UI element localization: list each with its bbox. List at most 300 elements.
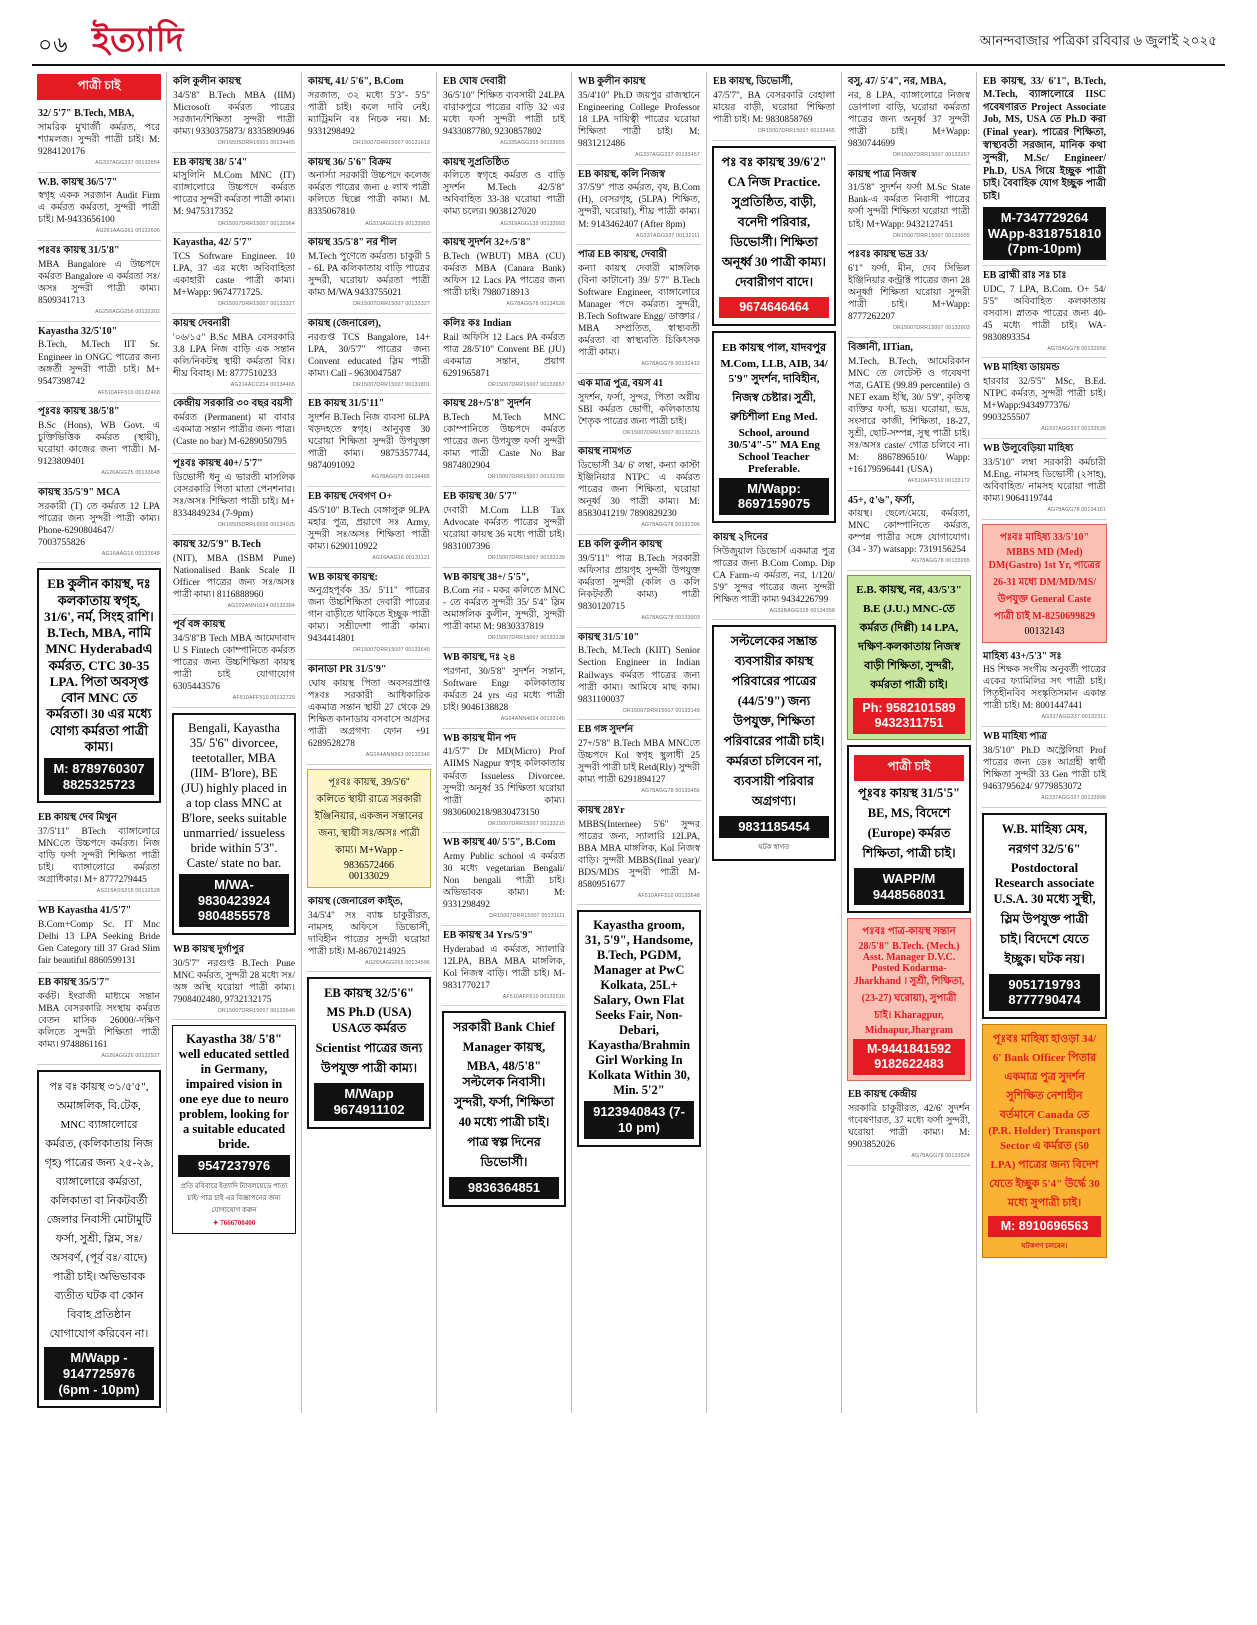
classified-ad[interactable] bbox=[442, 926, 566, 1007]
ad-body: 37/5'11" BTech ব্যাঙ্গালোরে MNCতে উচ্চপদে কর্মরত। নিজ বাড়ি ফর্সা সুন্দরী শিক্ষিতা পাত্রী চাই। ব্যাঙ্গালোরে কর্মরতা অগ্রাধিকার। M+ 8777279445 bbox=[38, 827, 160, 886]
ad-reference: AG319AGG139 00133993 bbox=[365, 220, 430, 227]
classified-ad[interactable] bbox=[172, 535, 296, 616]
ad-phone[interactable]: M/Wapp 9674911102 bbox=[314, 1083, 424, 1120]
ad-reference: AG337AGG337 00132311 bbox=[1041, 714, 1106, 721]
ad-reference: DR15007DRR15007 00133215 bbox=[488, 820, 565, 827]
ad-headline: WB উলুবেড়িয়া মাহিষ্য bbox=[983, 442, 1074, 454]
classified-ad[interactable] bbox=[577, 442, 701, 535]
ad-headline: WB কায়স্থ, দঃ ২৪ bbox=[443, 652, 516, 664]
ad-reference: AG16AAG16 00133648 bbox=[101, 550, 160, 557]
ad-body: EB কুলীন কায়স্থ, দঃ কলকাতায় স্বগৃহ, 31/6', নর্ম, সিংহ রাশি। B.Tech, MBA, নামি MNC Hyderabadএ কর্মরত, CTC 30-35 LPA. পিতা অবসৃপ্ত বোন MNC তে কর্মরতা। 30 এর মধ্যে যোগ্য কর্মরতা পাত্রী কাম্য। bbox=[44, 576, 154, 754]
ad-reference: DR15007DRR15007 00133327 bbox=[353, 301, 430, 308]
ad-body: MBA Bangalore এ উচ্চপদে কর্মরত Bangalore এ কর্মরতা সঃ/অসঃ সুন্দরী পাত্রী কাম্য। 8509341713 bbox=[38, 259, 160, 306]
ad-body: MBBS(Internee) 5'6" সুন্দর পাত্রের জন্য, স্যালারি 12LPA, BBA MBA মাঙ্গলিক, Kol নিজস্ব বাড়ি। সুন্দরী MBBS(final year)/ BDS/MDS সুন্দরী পাত্রী M-8580951677 bbox=[578, 819, 700, 890]
ad-phone[interactable]: M/WA- 9830423924 9804855578 bbox=[179, 874, 289, 927]
classified-ad[interactable] bbox=[172, 394, 296, 454]
ad-body: 34/5'4" সঃ ব্যাঙ্ক চাকুরীরত, নামসহ অফিসে ডিভোর্সী, দাবিহীন পাত্রের সুন্দরী ঘরোয়া পাত্রী চাই। M-8670214925 bbox=[308, 910, 430, 957]
ad-body: Bengali, Kayastha 35/ 5'6" divorcee, teetotaller, MBA (IIM- B'lore), BE (JU) highly placed in a top class MNC at B'lore, seeks suitable unmarried/ issueless bride within 5'3". Caste/ state no bar. bbox=[181, 720, 287, 870]
ad-body: সরজাত, ৩২ মধ্যে 5'3"- 5'5" পাত্রী চাই। কলে দাবি নেই। ম্যাট্রিমনি বঃ নিচক নয়। M: 9331298492 bbox=[308, 90, 430, 137]
ad-phone[interactable]: 9547237976 bbox=[178, 1155, 290, 1177]
ad-body: সরকারি চাকুরীরত, 42/6' সুদর্শন গবেষণারত, 37 মধ্যে ফর্সা সুন্দরী, ঘরোয়া পাত্রী কাম্য। M: 9903852026 bbox=[848, 1104, 970, 1151]
featured-ad[interactable] bbox=[172, 1025, 296, 1234]
ad-body: পঃ বঃ কায়স্থ 39/6'2" CA নিজ Practice. সুপ্রতিষ্ঠিত, বাড়ী, বনেদী পরিবার, ডিভোর্সী। শিক্ষিতা অনূর্ধ্ব 30 পাত্রী কাম্য। দেবারীগণ বাদে। bbox=[721, 154, 827, 289]
featured-ad[interactable] bbox=[847, 745, 971, 913]
ad-phone[interactable]: M: 8910696563 bbox=[988, 1216, 1101, 1237]
ad-reference: AG102ANN1024 00132384 bbox=[227, 602, 295, 609]
classified-ad[interactable] bbox=[847, 491, 971, 572]
ad-body: 34/5'8" B.Tech MBA (IIM) Microsoft কর্মরত পাত্রের সরজান/শিক্ষিতা সুন্দরী পাত্রী কাম্য। 9330375873/ 8335890946 bbox=[173, 90, 295, 137]
ad-body: E.B. কায়স্থ, নর, 43/5'3" B.E (J.U.) MNC-তে কর্মরত (দিল্লী) 14 LPA, দক্ষিণ-কলকাতায় নিজস্ব বাড়ী শিক্ষিতা, সুন্দরী, কর্মরতা পাত্রী চাই। bbox=[856, 584, 962, 692]
ad-headline: কায়স্থ 35/5'9" MCA bbox=[38, 486, 121, 498]
ad-reference: AG78AGG78 00133456 bbox=[641, 788, 700, 795]
ad-headline: কায়স্থ দেবনারী bbox=[173, 317, 231, 329]
ad-reference: DR15007DRR15007 00133646 bbox=[218, 1007, 295, 1014]
classified-ad[interactable] bbox=[37, 241, 161, 322]
ad-reference: DR15007DRR15007 00131613 bbox=[353, 139, 430, 146]
classified-ad[interactable] bbox=[577, 535, 701, 628]
ad-headline: EB কায়স্থ 30/ 5'7" bbox=[443, 490, 518, 502]
ad-phone[interactable]: 9123940843 (7-10 pm) bbox=[584, 1101, 694, 1138]
ad-reference: AG78AGG78 00134526 bbox=[506, 301, 565, 308]
featured-ad[interactable] bbox=[37, 568, 161, 803]
ad-body: ঘোষ কায়স্থ পিতা অবসরপ্রাপ্ত পঃবঃ সরকারী আধিকারিক একমাত্র সন্তান স্থায়ী 27 থেকে 29 শিক্ষিত কানাডায় বসবাসে অগ্রসর পাত্রী অগ্রগণ্য ফোন +91 6289528278 bbox=[308, 678, 430, 750]
classified-ad[interactable] bbox=[172, 233, 296, 314]
ad-headline: EB কায়স্থ, কলি নিজস্ব bbox=[578, 168, 665, 180]
classified-ad[interactable] bbox=[307, 314, 431, 395]
ad-footer-note: প্রতি রবিবারে ইত্যাদি ট্যাবলয়েডে পাতা চাই/ পাত্র চাই এর বিজ্ঞাপনের জন্য যোগাযোগ করুন bbox=[180, 1181, 288, 1214]
ad-body: W.B. মাহিষ্য মেষ, নরগণ 32/5'6" Postdoctoral Research associate U.S.A. 30 মধ্যে সুস্থী, স্লিম উপযুক্ত পাত্রী চাই। বিদেশে যেতে ইচ্ছুক। ঘটক নয়। bbox=[993, 821, 1096, 966]
ad-reference: AG265AGG265 00134596 bbox=[365, 959, 430, 966]
classified-ad[interactable] bbox=[37, 173, 161, 242]
ad-headline: WB কায়স্থ 38+/ 5'5", bbox=[443, 571, 529, 583]
ad-headline: কায়স্থ সুপ্রতিষ্ঠিত bbox=[443, 156, 510, 168]
ad-headline: পূর্ব বঙ্গ কায়স্থ bbox=[173, 619, 225, 631]
classified-ad[interactable] bbox=[577, 72, 701, 165]
ad-reference: AG335AGG335 00133655 bbox=[500, 139, 565, 146]
ad-reference: AG256AGG256 00132302 bbox=[95, 309, 160, 316]
ad-body: 27+/5'8" B.Tech MBA MNCতে উচ্চপদে Kol স্বগৃহ স্থুলাধী 25 সুন্দরী পাত্রী চাই Retd(Rly) সুন্দরী কাম্য পাত্রী 6291894127 bbox=[578, 739, 700, 786]
ad-reference: DR15007DRR15007 00133327 bbox=[218, 301, 295, 308]
ad-reference: AG26AGG26 00132527 bbox=[101, 1052, 160, 1059]
ad-headline: EB কলি কুলীন কায়স্থ bbox=[578, 539, 662, 551]
ad-headline: কায়স্থ 28+/5'8" সুদর্শন bbox=[443, 398, 531, 410]
classified-ad[interactable] bbox=[442, 394, 566, 487]
ad-body: B.Sc (Hons), WB Govt. এ চুক্তিভিত্তিক কর্মরত (স্থায়ী), ঘরোয়া কাজের জন্য পাত্রী। M- 9123809401 bbox=[38, 421, 160, 468]
ad-body: কর্মরত (Permanent) মা বাবার একমাত্র সন্তান পাত্রীর জন্য পাত্র। (Caste no bar) M-6289050795 bbox=[173, 413, 295, 448]
classified-ad[interactable] bbox=[307, 487, 431, 568]
column-2 bbox=[167, 72, 302, 1413]
classified-ad[interactable] bbox=[847, 338, 971, 491]
ad-body: B.Tech, M.Tech IIT Sr. Engineer in ONGC পাত্রের জন্য অঙ্গর্তী সুন্দরী পাত্রী চাই। M+ 9547398742 bbox=[38, 340, 160, 387]
featured-ad-pink[interactable] bbox=[982, 524, 1107, 643]
ad-reference: DR15007DRR15007 00133645 bbox=[353, 647, 430, 654]
ad-reference: DR15007DRR15007 00131111 bbox=[489, 913, 565, 920]
classified-ad[interactable] bbox=[577, 720, 701, 801]
ad-reference: DR15007DRR15007 00133215 bbox=[623, 429, 700, 436]
classified-ad[interactable] bbox=[577, 628, 701, 721]
classified-ad[interactable] bbox=[442, 487, 566, 568]
page-title: ইত্যাদি bbox=[92, 22, 185, 59]
ad-phone[interactable]: 9674646464 bbox=[719, 297, 829, 318]
classified-ad[interactable] bbox=[847, 165, 971, 246]
ad-headline: কায়স্থ 35/5'8" নর শীল bbox=[308, 237, 397, 249]
ad-body: দেবারী M.Com LLB Tax Advocate কর্মরত পাত্রের সুন্দরী ঘরোয়া কায়স্থ 36 মধ্যে পাত্রী চাই। 9831007396 bbox=[443, 505, 565, 552]
classified-ad[interactable] bbox=[37, 973, 161, 1066]
classified-columns bbox=[0, 66, 1257, 1421]
classified-ad[interactable] bbox=[172, 940, 296, 1021]
ad-phone[interactable]: M/Wapp - 9147725976 (6pm - 10pm) bbox=[44, 1347, 154, 1400]
ad-body: পঃ বঃ কায়স্থ ৩১/৫'৫", অমাঙ্গলিক, বি.টেক, MNC ব্যাঙ্গালোরে কর্মরত, (কলিকাতায় নিজ গৃহ) পাত্রের জন্য ২৫-২৯, ব্যাঙ্গালোরে কর্মরতা, কলিকাতা বা নিকটবর্তী জেলার নিবাসী মোটামুটি ফর্সা, সুশ্রী, স্লিম, সঃ/অসবর্ণ, (পূর্ব বঃ/ বাদে) পাত্রী চাই। অভিভাবক ব্যতীত ঘটক বা কোন বিবাহ প্রতিষ্ঠান যোগাযোগ করিবেন না। bbox=[44, 1081, 154, 1341]
ad-reference: AG337AGG337 00133999 bbox=[1041, 795, 1106, 802]
ad-headline: কায়স্থ 32/5'9" B.Tech bbox=[173, 538, 261, 550]
ad-body: '০৬/১৫" B.Sc MBA বেসরকারি 3.8 LPA নিজ বাড়ি এক সন্তান কলি/নিকটস্থ স্থায়ী কর্মরতা বিঃ। শীঘ্র বিবাহ। M: 8777510233 bbox=[173, 332, 295, 379]
ad-body: মাসুলিনি M.Com MNC (IT) ব্যাঙ্গালোরে উচ্চপদে কর্মরত পাত্রের সুন্দরী কর্মরতা পাত্রী কাম্য। M: 9475317352 bbox=[173, 171, 295, 218]
ad-reference: AG337AGG337 00133539 bbox=[1041, 426, 1106, 433]
ad-body: B.Tech M.Tech MNC কোম্পানিতে উচ্চপদে কর্মরত পাত্রের জন্য উপযুক্ত ফর্সা সুন্দরী কাম্য পাত্রী Caste No Bar 9874802904 bbox=[443, 413, 565, 472]
ad-headline: W.B. কায়স্থ 36/5'7" bbox=[38, 176, 118, 188]
ad-headline: বিজ্ঞানী, IITian, bbox=[848, 341, 913, 353]
ad-body: Army Public school এ কর্মরত 30 মধ্যে vegetarian Bengali/ Non bengali পাত্রী চাই। অভিভাবক কাম্য। M: 9331298492 bbox=[443, 852, 565, 911]
classified-ad[interactable] bbox=[847, 245, 971, 338]
ad-body: 34/5'8"B Tech MBA আমেদাবাদ U S Fintech কোম্পানিতে কর্মরত পাত্রের জন্য উচ্চশিক্ষিতা কায়স্থ পাত্রী চাই যোগাযোগ 6305443576 bbox=[173, 634, 295, 693]
ad-headline: কায়স্থ, 41/ 5'6", B.Com bbox=[308, 76, 404, 87]
ad-body: পঃবঃ মাহিষ্য 33/5'10" MBBS MD (Med) DM(Gastro) 1st Yr, পাত্রের 26-31 মধ্যে DM/MD/MS/ উপযুক্ত General Caste পাত্রী চাই M-8250699829 bbox=[988, 531, 1101, 622]
page-number: ০৬ bbox=[38, 32, 69, 57]
column-5 bbox=[572, 72, 707, 1413]
ad-footer-note: ঘটকগণ চলবেন। bbox=[1021, 1241, 1068, 1250]
ad-reference: AG32BAGG328 00134358 bbox=[769, 607, 835, 614]
ad-headline: EB কায়স্থ 31/5'11" bbox=[308, 398, 385, 410]
ad-reference: AG337AGG337 00132111 bbox=[635, 232, 700, 239]
ad-headline: WB মাহিষ্য পাত্র bbox=[983, 731, 1047, 743]
ad-reference: AF510AFF510 00132729 bbox=[232, 695, 295, 702]
ad-body: 45/5'10" B.Tech বেঙ্গালুরু 9LPA মহার পুত্র, প্রয়াগে সঃ Army, সুন্দরী সঃ/অসঃ শিক্ষিতা পাত্রী কাম্য। 6290110922 bbox=[308, 505, 430, 552]
ad-body: সামরিক মুখার্জী কর্মরত, পরে শ্যামলজ। সুন্দরী পাত্রী চাই। M: 9284120176 bbox=[38, 122, 160, 157]
ad-reference: DR15007DRR15007 00133149 bbox=[623, 707, 700, 714]
ad-reference: 00133029 bbox=[349, 870, 389, 882]
classified-ad[interactable] bbox=[712, 528, 836, 621]
classified-ad[interactable] bbox=[982, 266, 1107, 359]
ad-headline: কায়স্থ নামগত bbox=[578, 446, 632, 458]
ad-phone[interactable]: Ph: 9582101589 9432311751 bbox=[853, 698, 965, 734]
ad-headline: কায়স্থ (জেনারেল কাই্ত, bbox=[308, 895, 403, 907]
ad-body: HS শিক্ষক সংগীয় অনুবর্তী পাত্রের একের ফ্যামিলির সৎ পাত্রী চাই। পিতৃহীনবিব সংস্কৃতিসমান একান্ত পাত্রী চাই। M: 8001447441 bbox=[983, 665, 1106, 712]
ad-reference: DR15007DRR15007 00133655 bbox=[893, 232, 970, 239]
classified-ad[interactable] bbox=[307, 233, 431, 314]
classified-ad[interactable] bbox=[307, 72, 431, 153]
ad-reference: DR15007DRR15007 00133657 bbox=[488, 381, 565, 388]
column-1 bbox=[32, 72, 167, 1413]
ad-reference: DR15007DRR15007 00133138 bbox=[488, 635, 565, 642]
ad-body: 47/5'7", BA বেসরকারি বেহালা মায়ের বাড়ী, ঘরোয়া শিক্ষিতা পাত্রী চাই। M: 9830858769 bbox=[713, 90, 835, 125]
ad-body: 35/4'10" Ph.D জয়পুর রাজস্থানে Engineering College Professor 18 LPA দায়িত্বী পাত্রের ঘরোয়া শিক্ষিতা পাত্রী চাই। M: 9831212486 bbox=[578, 90, 700, 149]
ad-body: নর, 8 LPA, ব্যাঙ্গালোরে নিজস্ব ডোপালা বাড়ি, ঘরোয়া কর্মরতা পাত্রের জন্য অনূর্ধ্ব 37 সুন্দরী পাত্রী চাই। M+Wapp: 9830744699 bbox=[848, 90, 970, 149]
classified-ad[interactable] bbox=[442, 153, 566, 234]
column-6 bbox=[707, 72, 842, 1413]
ad-reference: DR16505DRR16501 00134465 bbox=[218, 139, 295, 146]
ad-headline: কায়স্থ সুদর্শন 32+/5'8" bbox=[443, 237, 531, 249]
ad-body: 41/5'7" Dr MD(Micro) Prof AIIMS Nagpur স্বগৃহ কলিকাতায় কর্মরত Issueless Divorcee. সুন্দরী অনূর্ধ্ব 35 শিক্ষিতা ঘরোয়া পাত্রী কাম্য। 9830600218/9830473150 bbox=[443, 747, 565, 818]
ad-reference: DR16505DRR16505 00134025 bbox=[218, 522, 295, 529]
masthead bbox=[0, 0, 1257, 64]
ad-body: সরকারী (T) তে কর্মরত 12 LPA পাত্রের জন্য সুন্দরী পাত্রী কাম্য। Phone-6290804647/ 7003755826 bbox=[38, 501, 160, 548]
classified-ad[interactable] bbox=[847, 72, 971, 165]
classified-ad[interactable] bbox=[712, 72, 836, 141]
ad-reference: AF510AFF510 00132468 bbox=[97, 389, 160, 396]
classified-ad[interactable] bbox=[982, 727, 1107, 808]
ad-headline: কানাডা PR 31/5'9" bbox=[308, 664, 387, 676]
ad-body: অনার্স্যা সরকারী উচ্চপদে কলেজ কর্মরত পাত্রের জন্য ৫ লাখ পাত্রী কলিতে ছিল্লে পাত্রী কাম্য। M. 8335067810 bbox=[308, 171, 430, 218]
ad-headline: WB কায়স্থ 40/ 5'5", B.Com bbox=[443, 837, 556, 849]
column-3 bbox=[302, 72, 437, 1413]
ad-headline: WB কুলীন কায়স্থ bbox=[578, 76, 646, 87]
ad-reference: AG78AGG75 00134465 bbox=[371, 474, 430, 481]
ad-headline: কলিঃ কঃ Indian bbox=[443, 317, 512, 329]
ad-body: 30/5'7" নরগুপ্ত B.Tech Pune MNC কর্মরত, সুন্দরী 28 মধ্যে সঃ/অঙ্গ অস্থি ঘরোয়া পাত্রী কাম্য। 7908402480, 9732132175 bbox=[173, 958, 295, 1005]
ad-body: B.Com নর - মকর কলিতে MNC - তে কর্মরত সুন্দরী 35/ 5'4" স্লিম অমাঙ্গলিক কুলীন, সুন্দরী, সুন্দরী পাত্রী কাম্য M: 9830337819 bbox=[443, 586, 565, 633]
classified-ad[interactable] bbox=[442, 648, 566, 729]
ad-headline: 45+, ৫'৬", ফর্সা, bbox=[848, 494, 915, 506]
classified-ad[interactable] bbox=[442, 729, 566, 834]
ad-body: পূঃবঃ মাহিষ্য হাওড়া 34/ 6' Bank Officer পিতার একমাত্র পুত্র সুদর্শন সুশিক্ষিত নেশাহীন বর্তমানে Canada তে (P.R. Holder) Transport Sector এ কর্মরত (50 LPA) পাত্রের জন্য বিদেশ যেতে ইচ্ছুক 5'4" উর্দ্ধে 30 মধ্যে সুপাত্রী চাই। bbox=[988, 1032, 1101, 1209]
ad-body: অনুগ্রহপূর্বক 35/ 5'11" পাত্রের জন্য উচ্চশিক্ষিতা দেবারী পাত্রের গান বাড়ীতে থাকিতে ইচ্ছুক পাত্রী কাম্য। সশ্রীদেশা পাত্রী কাম্য। 9434414801 bbox=[308, 586, 430, 645]
ad-body: ডিভোর্সী 34/ 6' লম্বা, কন্যা কাস্টা ইঞ্জিনিয়ার NTPC এ কর্মরত পাত্রের জন্য শিক্ষিতা, ঘরোয়া অনূর্ধ্ব 30 পাত্রী কাম্য। M: 8583041219/ 7890829230 bbox=[578, 461, 700, 520]
classified-ad[interactable] bbox=[37, 901, 161, 973]
ad-body: UDC, 7 LPA, B.Com. O+ 54/ 5'5" অবিবাহিত কলকাতায় বসবাস। স্নাতক পাত্রের জন্য 40-45 মধ্যে পাত্রী চাই। WA-9830893354 bbox=[983, 284, 1106, 343]
ad-body: সল্টলেকের সম্ভ্রান্ত ব্যবসায়ীর কায়স্থ পরিবারের পাত্রের (44/5'9") জন্য উপযুক্ত, শিক্ষিতা পরিবারের পাত্রী চাই। কর্মরতা চলিবেন না, ব্যবসায়ী পরিবার অগ্রগণ্য। bbox=[723, 634, 825, 809]
ad-body: M.Tech, B.Tech, আমেরিকান MNC তে লেটেস্ট ও গবেষণা পত্র, GATE (99.89 percentile) ও NET exam ইস্থি, 30/ 5'9", কৃতিত্ব ব্যক্তির ফর্সা, ভদ্র। ঘরোয়া, ভদ্র, সংসারে কাজী, শিক্ষিতা, 18-27, সুশ্রী, ছোট-সম্পন্ন, সুস্থ পাত্রী চাই। সঃ/অসঃ caste/ গোত্র চলিবে না। M: 8867896510/ Wapp: +16179596441 (USA) bbox=[848, 356, 970, 475]
ad-headline: EB ব্রাহ্মী রাঃ সঃ চাঃ bbox=[983, 269, 1067, 281]
ad-reference: 00132143 bbox=[1024, 625, 1065, 637]
ad-headline: কায়স্থ 36/ 5'6" বিক্রম bbox=[308, 156, 392, 168]
ad-phone[interactable]: M/Wapp: 8697159075 bbox=[719, 478, 829, 515]
classified-ad[interactable] bbox=[37, 402, 161, 483]
featured-ad[interactable] bbox=[577, 910, 701, 1146]
ad-headline: WB মাহিষ্য ডায়মন্ড bbox=[983, 362, 1060, 374]
ad-reference: AG04ANN4024 00133145 bbox=[500, 716, 565, 722]
featured-ad[interactable] bbox=[712, 625, 836, 861]
ad-reference: AG26AGG25 00133648 bbox=[101, 470, 160, 477]
ad-reference: AG78AGG78 00132658 bbox=[1047, 345, 1106, 352]
ad-body: পঃবঃ পাত্র-কায়স্থ সন্তান 28/5'8" B.Tech. (Mech.) Asst. Manager D.V.C. Posted Kodarma-Jharkhand । সুশ্রী, শিক্ষিতা, (23-27) ঘরোয়া), সুপাত্রী চাই। Kharagpur, Midnapur,Jhargram bbox=[853, 926, 965, 1037]
ad-body: 37/5'9" পাত্র কর্মরত, বৃষ, B.Com (H), বেসরগৃহ, (5LPA) শিক্ষিত, সুন্দরী, ঘরোয়া), শীঘ্র পাত্রী কাম্য। M: 9143462407 (After 8pm) bbox=[578, 183, 700, 230]
ad-headline: কায়স্থ ২দিনের bbox=[713, 531, 769, 543]
ad-body: Kayastha 38/ 5'8" well educated settled in Germany, impaired vision in one eye due to neuro problem, looking for a suitable educated bride. bbox=[178, 1032, 290, 1152]
classified-ad[interactable] bbox=[37, 322, 161, 403]
ad-reference: AF510AFF510 00132516 bbox=[502, 993, 565, 1000]
ad-body: হারবার 32/5'5" MSc, B.Ed. NTPC কর্মরত, সুন্দরী পাত্রী চাই। M+Wapp:9434977376/ 9903255507 bbox=[983, 377, 1106, 424]
ad-headline: WB কায়স্থ মীন পদ bbox=[443, 732, 516, 744]
classified-ad[interactable] bbox=[172, 615, 296, 708]
ad-reference: AF510AFF510 00133172 bbox=[907, 477, 970, 484]
ad-reference: AG78AGG78 00132412 bbox=[641, 361, 700, 368]
classified-ad[interactable] bbox=[442, 72, 566, 153]
ad-body: 31/5'8" সুদর্শন ফর্সা M.Sc State Bank-এ কর্মরত নিবাসী পাত্রের ফর্সা সুন্দরী শিক্ষিতা ঘরোয়া পাত্রী চাই। M+Wapp: 9432127451 bbox=[848, 183, 970, 230]
ad-headline: কায়স্থ 31/5'10" bbox=[578, 631, 640, 643]
featured-ad-pink[interactable] bbox=[847, 918, 971, 1081]
ad-reference: AF510AFF510 00133648 bbox=[637, 892, 700, 899]
classified-ad[interactable] bbox=[37, 483, 161, 564]
classified-ad[interactable] bbox=[442, 314, 566, 395]
ad-headline: 32/ 5'7" B.Tech, MBA, bbox=[38, 108, 135, 119]
ad-headline: কলি কুলীন কায়স্থ bbox=[173, 76, 241, 87]
ad-headline: কেন্দ্রীয় সরকারি ৩০ বছর বয়সী bbox=[173, 398, 293, 410]
ad-reference: DR15007DRR15007 00133465 bbox=[758, 127, 835, 134]
ad-reference: AG78AGG78 00134151 bbox=[1047, 506, 1106, 513]
ad-body: 6'1" ফর্সা, মীন, দেব সিভিল ইঞ্জিনিয়ার কন্ট্রাক্ট পাত্রের জন্য 28 অনূর্ধ্বা শিক্ষিতা ঘরোয়া সুন্দরী পাত্রী চাই। M+Wapp: 8777262207 bbox=[848, 263, 970, 323]
ad-reference: AG78AGG78 00133903 bbox=[641, 615, 700, 621]
column-4 bbox=[437, 72, 572, 1413]
ad-reference: DR15007DRR15007 00132964 bbox=[218, 220, 295, 227]
ad-headline: Kayastha, 42/ 5'7" bbox=[173, 237, 253, 249]
ad-body: সরকারী Bank Chief Manager কায়স্থ, MBA, 48/5'8" সল্টলেক নিবাসী। সুন্দরী, ফর্সা, শিক্ষিতা 40 মধ্যে পাত্রী চাই। পাত্র স্বল্প দিনের ডিভোর্সী। bbox=[453, 1020, 555, 1170]
ad-reference: AG164ANN963 00132346 bbox=[365, 752, 430, 759]
classified-ad[interactable] bbox=[172, 454, 296, 535]
ad-reference: AG319AGG139 00133993 bbox=[500, 220, 565, 227]
ad-headline: পাত্র EB কায়স্থ, দেবারী bbox=[578, 249, 667, 261]
ad-headline: WB কায়স্থ দুর্গাপুর bbox=[173, 943, 245, 955]
classified-ad[interactable] bbox=[37, 104, 161, 173]
ad-body: সুদর্শন B.Tech নিজ ব্যবসা 6LPA খড়দহতে স্বগৃহ। আনুবৃত্ত 30 ঘরোয়া শিক্ষিতা সুন্দরী উপযুক্তা পাত্রী কাম্য। 9875357744, 9874091092 bbox=[308, 413, 430, 472]
classified-ad[interactable] bbox=[847, 1085, 971, 1166]
classified-ad[interactable] bbox=[442, 568, 566, 649]
ad-phone[interactable]: WAPP/M 9448568031 bbox=[854, 868, 964, 905]
classified-ad[interactable] bbox=[577, 374, 701, 443]
ad-reference: DR15007DRR15007 00131801 bbox=[353, 381, 430, 388]
classified-ad[interactable] bbox=[37, 808, 161, 901]
highlighted-ad[interactable] bbox=[307, 769, 431, 888]
classified-ad[interactable] bbox=[442, 833, 566, 926]
classified-ad[interactable] bbox=[982, 358, 1107, 439]
classified-ad[interactable] bbox=[172, 72, 296, 153]
classified-ad[interactable] bbox=[172, 153, 296, 234]
classified-ad[interactable] bbox=[307, 568, 431, 661]
ad-body: কায়স্থ। ছেলে/মেয়ে, কর্মরতা, MNC কোম্পানিতে কর্মরত, কম্পন্ন পাত্রীর সঙ্গে যোগাযোগ। (34 - 37) watsapp: 7319156254 bbox=[848, 509, 970, 556]
ad-reference: DR15007DRR15007 00133257 bbox=[893, 151, 970, 158]
ad-body: কন্যা কায়স্থ দেবারী মাঙ্গলিক (বিনা কাটানো) 39/ 5'7" B.Tech Software Engineer, ব্যাঙ্গালোরে Manager পদে কর্মরত। সুন্দরী, B.Tech Software Engg/ ডাক্তার / MBA সম্প্রতিত, স্বাস্থ্যবতী কর্মরতা বা স্বাস্থ্যবতি চিকিৎসক পাত্রী কাম্য। bbox=[578, 263, 700, 359]
ad-body: কলিতে স্বগৃহে কর্মরত ও বাড়ি সুদর্শন M.Tech 42/5'8" অবিবাহিত 33-38 ঘরোয়া পাত্রী কাম্য চলের। 9038127020 bbox=[443, 171, 565, 218]
ad-body: Hyderabad এ কর্মরত, স্যালারি 12LPA, BBA MBA মাঙ্গলিক, Kol নিজস্ব বাড়ি। পাত্রী চাই। M- 9831770217 bbox=[443, 944, 565, 991]
featured-ad[interactable] bbox=[37, 1070, 161, 1408]
ad-headline: কায়স্থ (জেনারেল), bbox=[308, 317, 381, 329]
featured-ad[interactable] bbox=[307, 977, 431, 1128]
ad-reference: AG78AGG78 00133524 bbox=[911, 1153, 970, 1160]
ad-headline: WB Kayastha 41/5'7" bbox=[38, 904, 132, 916]
classified-ad[interactable] bbox=[307, 892, 431, 973]
ad-reference: DR15007DRR15007 00132392 bbox=[488, 474, 565, 481]
column-7 bbox=[842, 72, 977, 1413]
ad-body: 33/5'10" লম্বা সরকারী কর্মচারী M.Eng. নামসহ ডিভোর্সী (২সাহ), অবিবাহিত/ নামসহ ঘরোয়া পাত্রী কাম্য। 9064119744 bbox=[983, 457, 1106, 504]
ad-body: B.Tech, M.Tech (KIIT) Senior Section Engineer in Indian Railways কর্মরত পাত্রের জন্য পাত্রী কাম্য। আমিষে মাছ কাম। 9831100037 bbox=[578, 646, 700, 705]
classified-ad[interactable] bbox=[307, 153, 431, 234]
ad-body: স্বগৃহ একক সরজান Audit Firm এ কর্মরত কর্মরতা, সুন্দরী পাত্রী চাই। M-9433656100 bbox=[38, 191, 160, 226]
featured-ad[interactable] bbox=[172, 713, 296, 935]
classified-ad[interactable] bbox=[982, 647, 1107, 728]
ad-headline: পূঃবঃ কায়স্থ 40+/ 5'7" bbox=[173, 458, 263, 470]
section-header-patri-chai: পাত্রী চাই bbox=[37, 74, 161, 100]
ad-footer-note: ঘটক স্বাগত bbox=[758, 842, 790, 851]
ad-body: নরগুপ্ত TCS Bangalore, 14+ LPA, 30/5'7" পাত্রের জন্য Convent educated স্লিম পাত্রী কাম্য। Call - 9630047587 bbox=[308, 332, 430, 379]
ad-phone[interactable]: 9831185454 bbox=[719, 816, 829, 838]
ad-reference: AG16AAG16 00131121 bbox=[372, 554, 430, 561]
ad-headline: EB ঘোষ দেবারী bbox=[443, 76, 507, 87]
ad-headline: পূঃবঃ কায়স্থ 38/5'8" bbox=[38, 406, 120, 418]
ad-headline: কায়স্থ পাত্র নিজস্ব bbox=[848, 168, 917, 180]
ad-body: 36/5'10" শিক্ষিত ব্যবসায়ী 24LPA বারাকপুরে পাত্রের বাড়ি 32 এর মধ্যে ফর্সা সুন্দরী পাত্রী চাই 9433087780, 9230857802 bbox=[443, 90, 565, 137]
ad-body: M.Tech পুণেতে কর্মরত। চাকুরী 5 - 6L PA কলিকাতায় বাড়ি পাত্রের সুন্দরী, ঘরোয়া/ কর্মরতা পাত্রী কাম্য M/WA 9433755021 bbox=[308, 251, 430, 299]
ad-phone[interactable]: 9836364851 bbox=[449, 1177, 559, 1199]
masthead-date: আনন্দবাজার পত্রিকা রবিবার ৬ জুলাই ২০২৫ bbox=[979, 33, 1217, 48]
ad-headline: বসু, 47/ 5'4", নর, MBA, bbox=[848, 76, 947, 87]
ad-phone[interactable]: 9051719793 8777790474 bbox=[989, 974, 1100, 1011]
ad-reference: AG78AGG78 00133265 bbox=[911, 558, 970, 565]
ad-reference: DR15007DRR15007 00133903 bbox=[893, 325, 970, 332]
ad-body: (NIT), MBA (ISBM Pune) Nationalised Bank Scale II Officer পাত্রের জন্য সঃ/অসঃ পাত্রী কাম্য। 8116888960 bbox=[173, 553, 295, 600]
classified-ad[interactable] bbox=[982, 439, 1107, 520]
ad-phone[interactable]: M-7347729264 WApp-8318751810 (7pm-10pm) bbox=[983, 207, 1106, 260]
ad-reference: AG261AAG261 00132696 bbox=[95, 228, 160, 235]
classified-ad[interactable] bbox=[577, 801, 701, 906]
featured-ad[interactable] bbox=[982, 813, 1107, 1019]
classified-ad[interactable] bbox=[442, 233, 566, 314]
classified-ad[interactable] bbox=[307, 660, 431, 765]
featured-ad[interactable] bbox=[442, 1011, 566, 1207]
ad-phone[interactable]: M: 8789760307 8825325723 bbox=[44, 758, 154, 795]
ad-contact-note: ✦ 7666700400 bbox=[212, 1218, 256, 1227]
ad-headline: পঃবঃ কায়স্থ ভদ্র 33/ bbox=[848, 249, 928, 261]
ad-section-label: পাত্রী চাই bbox=[854, 755, 964, 781]
ad-body: ডিভোর্সী ধনু এ ভারতী মাসলিক বেসরকারি পিতা মাতা পেনশনার। সঃ/অসঃ শিক্ষিতা পাত্রী চাই। M+ 8334849234 (7-9pm) bbox=[173, 473, 295, 520]
ad-body: 38/5'10" Ph.D অস্ট্রেলিয়া Prof পাত্রের জন্য ডেঃ আগ্রহী স্বার্থী শিক্ষিতা সুন্দরী 33 Gen পাত্রী চাই 9463795624/ 9779853072 bbox=[983, 745, 1106, 792]
ad-headline: এক মাত্র পুত্র, বয়স 41 bbox=[578, 377, 664, 389]
ad-headline: Kayastha 32/5'10" bbox=[38, 325, 118, 337]
ad-body: EB কায়স্থ 32/5'6" MS Ph.D (USA) USAতে কর্মরত Scientist পাত্রের জন্য উপযুক্ত পাত্রী কাম্য। bbox=[315, 986, 423, 1076]
ad-reference: AG337AGG337 00132654 bbox=[95, 159, 160, 166]
column-8 bbox=[977, 72, 1112, 1413]
ad-headline: পঃবঃ কায়স্থ 31/5'8" bbox=[38, 245, 120, 257]
ad-phone[interactable]: M-9441841592 9182622483 bbox=[853, 1039, 965, 1075]
ad-headline: EB কায়স্থ 34 Yrs/5'9" bbox=[443, 929, 533, 941]
ad-headline: মাহিষ্য 43+/5'3" সঃ bbox=[983, 650, 1062, 662]
ad-reference: AG337AGG337 00133457 bbox=[635, 151, 700, 158]
ad-body: 39/5'11" পাত্র B.Tech সরকারী অফিসার প্রায়গৃহ সুন্দরী উপযুক্ত কর্মরতা সুন্দরী (কলি ও কলি নিকটবর্তী কাম্য) পাত্রী 9830120715 bbox=[578, 553, 700, 612]
classified-ad[interactable] bbox=[577, 245, 701, 374]
featured-ad[interactable] bbox=[712, 331, 836, 523]
ad-headline: EB কায়স্থ, ডিভোর্সী, bbox=[713, 76, 793, 87]
ad-reference: AS215ASS215 00132528 bbox=[96, 888, 160, 895]
ad-headline: EB কায়স্থ 35/5'7" bbox=[38, 976, 110, 988]
ad-reference: AG78AGG78 00132396 bbox=[641, 522, 700, 529]
ad-body: পূঃবঃ কায়স্থ, 39/5'6" কলিতে স্থায়ী রাত্রে সরকারী ইঞ্জিনিয়ার, একজন সন্তানের জন্য, স্থায়ী সঃ/অসঃ পাত্রী কাম্য। M+Wapp - 9836572466 bbox=[314, 776, 424, 871]
ad-reference: AG214ACC214 00134465 bbox=[230, 381, 295, 388]
ad-headline: EB কায়স্থ দেবগণ O+ bbox=[308, 490, 393, 502]
classified-ad[interactable] bbox=[172, 314, 296, 395]
ad-body: পূঃবঃ কায়স্থ 31/5'5" BE, MS, বিদেশে (Europe) কর্মরত শিক্ষিতা, পাত্রী চাই। bbox=[858, 786, 960, 861]
classified-ad[interactable] bbox=[307, 394, 431, 487]
featured-ad-green[interactable] bbox=[847, 575, 971, 740]
ad-body: Rail অফিসি 12 Lacs PA কর্মরত পাত্র 28/5'10" Convent BE (JU) একমাত্র সন্তান, প্রয়াগ 6291965871 bbox=[443, 332, 565, 379]
featured-ad-orange[interactable] bbox=[982, 1024, 1107, 1258]
classified-ad[interactable] bbox=[577, 165, 701, 246]
ad-headline: EB কায়স্থ 38/ 5'4" bbox=[173, 156, 248, 168]
ad-headline: EB কায়স্থ কেন্দ্রীয় bbox=[848, 1089, 917, 1101]
classified-ad[interactable] bbox=[982, 72, 1107, 266]
ad-body: B.Tech (WBUT) MBA (CU) কর্মরত MBA (Canara Bank) অফিস 12 Lacs PA পাত্রের জন্য পাত্রী চাই। 7980718913 bbox=[443, 251, 565, 299]
featured-ad[interactable] bbox=[712, 146, 836, 326]
ad-body: B.Com+Comp Sc. IT Mnc Delhi 13 LPA Seeking Bride Gen Category till 37 Grad Slim fair beautiful 8860599131 bbox=[38, 919, 160, 966]
ad-body: সুদর্শন, ফর্সা, সুন্দর, পিতা অগ্নীয় SBI কর্মরত ভোগী, কলিকাতায় শৈতৃক পাত্রের জন্য পাত্রী চাই। bbox=[578, 392, 700, 427]
ad-headline: WB কায়স্থ কায়স্থ: bbox=[308, 571, 378, 583]
